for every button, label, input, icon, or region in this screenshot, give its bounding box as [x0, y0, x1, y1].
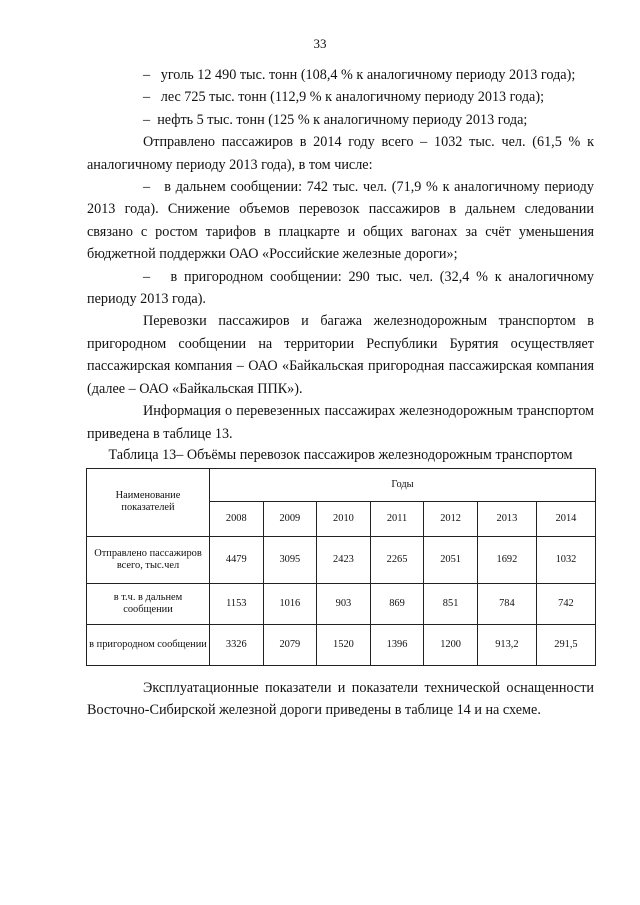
row-label: в пригородном сообщении	[87, 624, 210, 665]
table-cell: 2423	[317, 536, 371, 583]
table-cell: 913,2	[477, 624, 536, 665]
table-cell: 2265	[370, 536, 424, 583]
document-body	[87, 64, 594, 722]
table-cell: 1200	[424, 624, 478, 665]
year-header: 2011	[370, 501, 424, 536]
table-cell: 1016	[263, 583, 317, 624]
year-header: 2009	[263, 501, 317, 536]
table-cell: 1153	[210, 583, 264, 624]
table-cell: 2079	[263, 624, 317, 665]
header-indicator-name: Наименование показателей	[87, 468, 210, 536]
year-header: 2012	[424, 501, 478, 536]
list-item-oil: – нефть 5 тыс. тонн (125 % к аналогичному периоду 2013 года;	[143, 111, 528, 128]
passenger-volume-table	[86, 468, 596, 666]
paragraph-suburban-carrier: Перевозки пассажиров и багажа железнодорожным транспортом в пригородном сообщении на территории Республики Бурятия осуществляет пассажирская компания – ОАО «Байкальская пригородная пассажирская компания (далее – ОАО «Байкальская ППК»).	[87, 313, 594, 397]
table-cell: 784	[477, 583, 536, 624]
table-cell: 903	[317, 583, 371, 624]
table-cell: 3095	[263, 536, 317, 583]
table-row	[87, 536, 596, 583]
table-cell: 1520	[317, 624, 371, 665]
list-item-coal: – уголь 12 490 тыс. тонн (108,4 % к аналогичному периоду 2013 года);	[143, 67, 576, 83]
table-cell: 742	[536, 583, 595, 624]
table-row	[87, 624, 596, 665]
list-item-long-distance: – в дальнем сообщении: 742 тыс. чел. (71,9 % к аналогичному периоду 2013 года). Снижение объемов перевозок пассажиров в дальнем следовании связано с ростом тарифов в плацкарте и общих вагонах за счёт уменьшения бюджетной поддержки ОАО «Российские железные дороги»;	[87, 179, 594, 263]
table-row	[87, 583, 596, 624]
table-cell: 1692	[477, 536, 536, 583]
paragraph-table-reference: Информация о перевезенных пассажирах железнодорожным транспортом приведена в таблице 13.	[87, 403, 594, 442]
table-cell: 851	[424, 583, 478, 624]
list-item-timber: – лес 725 тыс. тонн (112,9 % к аналогичному периоду 2013 года);	[143, 89, 545, 106]
header-years: Годы	[210, 468, 596, 501]
list-item-suburban: – в пригородном сообщении: 290 тыс. чел. (32,4 % к аналогичному периоду 2013 года).	[87, 268, 594, 308]
table-cell: 869	[370, 583, 424, 624]
table-cell: 1396	[370, 624, 424, 665]
year-header: 2013	[477, 501, 536, 536]
year-header: 2010	[317, 501, 371, 536]
table-cell: 3326	[210, 624, 264, 665]
page-number: 33	[313, 36, 327, 51]
table-cell: 291,5	[536, 624, 595, 665]
table-caption: Таблица 13– Объёмы перевозок пассажиров железнодорожным транспортом	[108, 446, 573, 463]
row-label: Отправлено пассажиров всего, тыс.чел	[87, 536, 210, 583]
year-header: 2008	[210, 501, 264, 536]
table-cell: 1032	[536, 536, 595, 583]
paragraph-closing: Эксплуатационные показатели и показатели технической оснащенности Восточно-Сибирской железной дороги приведены в таблице 14 и на схеме.	[87, 679, 594, 719]
row-label: в т.ч. в дальнем сообщении	[87, 583, 210, 624]
table-cell: 4479	[210, 536, 264, 583]
year-header: 2014	[536, 501, 595, 536]
paragraph-passengers-total: Отправлено пассажиров в 2014 году всего – 1032 тыс. чел. (61,5 % к аналогичному периоду 2013 года), в том числе:	[87, 134, 594, 173]
table-cell: 2051	[424, 536, 478, 583]
